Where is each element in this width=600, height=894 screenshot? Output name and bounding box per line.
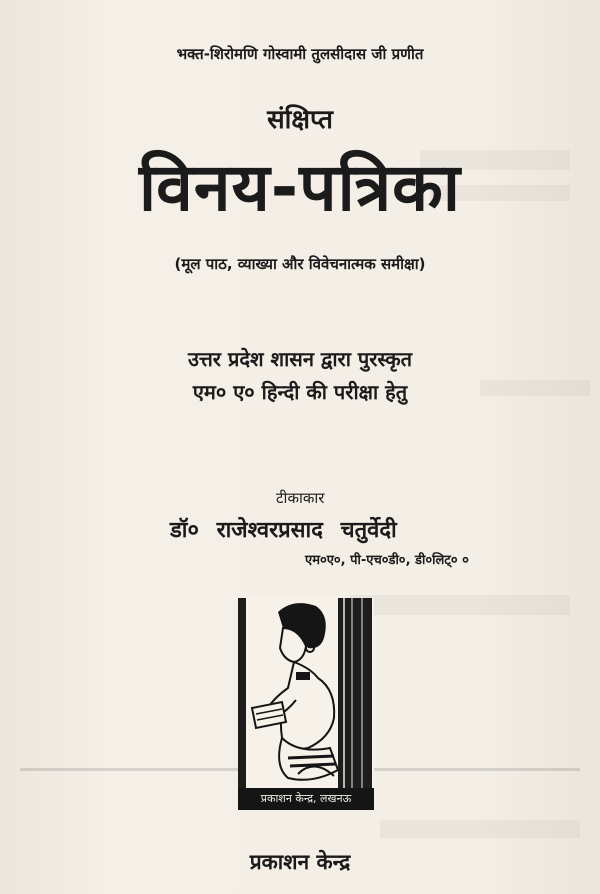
book-subtitle: (मूल पाठ, व्याख्या और विवेचनात्मक समीक्षा)	[174, 255, 426, 273]
sankshipt-label: संक्षिप्त	[267, 105, 333, 135]
show-through-block	[350, 595, 570, 615]
series-line: भक्त-शिरोमणि गोस्वामी तुलसीदास जी प्रणीत	[176, 45, 424, 63]
commentator-label: टीकाकार	[276, 489, 325, 507]
scribe-illustration-icon	[238, 598, 374, 788]
author-degrees: एम०ए०, पी-एच०डी०, डी०लिट्० ०	[305, 553, 469, 568]
author-name: डॉ० राजेश्वरप्रसाद चतुर्वेदी	[170, 518, 397, 543]
publisher-name: प्रकाशन केन्द्र	[249, 850, 351, 874]
exam-line: एम० ए० हिन्दी की परीक्षा हेतु	[192, 380, 408, 404]
award-line: उत्तर प्रदेश शासन द्वारा पुरस्कृत	[188, 347, 412, 371]
publisher-logo	[238, 598, 374, 810]
logo-caption: प्रकाशन केन्द्र, लखनऊ	[238, 788, 374, 810]
book-title: विनय-पत्रिका	[139, 149, 461, 226]
show-through-block	[380, 820, 580, 838]
